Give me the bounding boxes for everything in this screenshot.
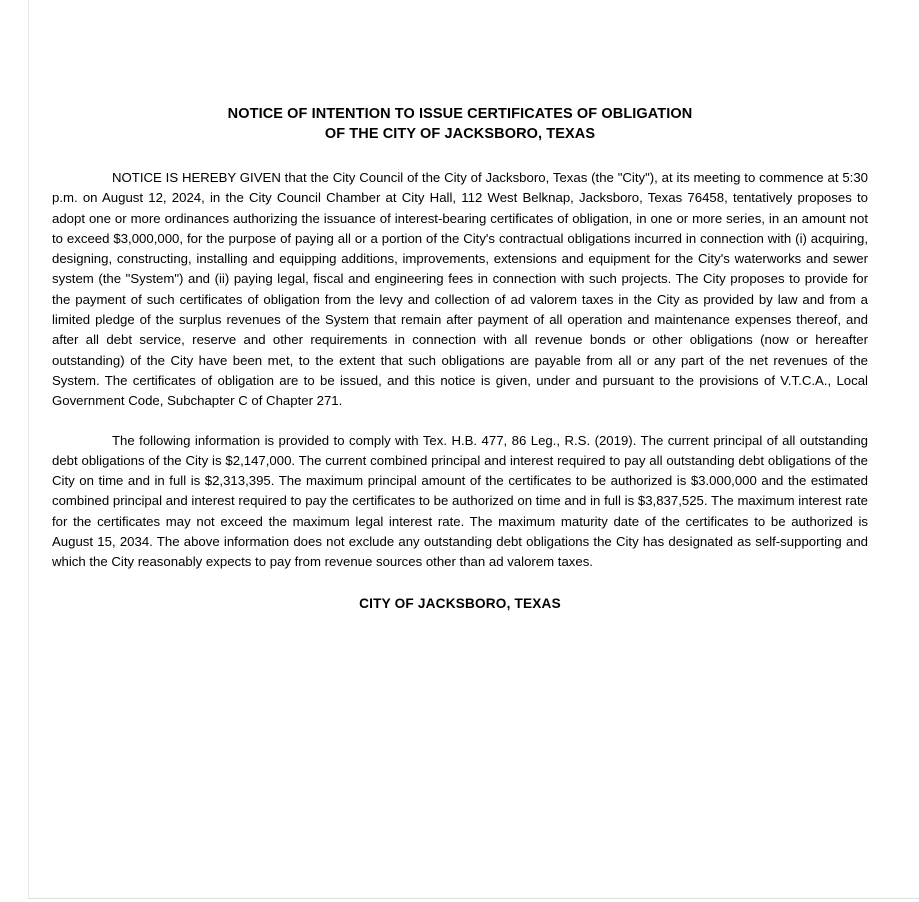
signature-city-name: CITY OF JACKSBORO, TEXAS <box>359 595 561 611</box>
signature-block <box>52 594 868 613</box>
page-border-left <box>28 0 29 899</box>
document-title <box>52 104 868 144</box>
notice-paragraph-1: NOTICE IS HEREBY GIVEN that the City Council of the City of Jacksboro, Texas (the "City"), at its meeting to commence at 5:30 p.m. on August 12, 2024, in the City Council Chamber at City Hall, 112 West Belknap, Jacksboro, Texas 76458, tentatively proposes to adopt one or more ordinances authorizing the issuance of interest-bearing certificates of obligation, in one or more series, in an amount not to exceed $3,000,000, for the purpose of paying all or a portion of the City's contractual obligations incurred in connection with (i) acquiring, designing, constructing, installing and equipping additions, improvements, extensions and equipment for the City's waterworks and sewer system (the "System") and (ii) paying legal, fiscal and engineering fees in connection with such projects. The City proposes to provide for the payment of such certificates of obligation from the levy and collection of ad valorem taxes in the City as provided by law and from a limited pledge of the surplus revenues of the System that remain after payment of all operation and maintenance expenses thereof, and after all debt service, reserve and other requirements in connection with all revenue bonds or other obligations (now or hereafter outstanding) of the City have been met, to the extent that such obligations are payable from all or any part of the net revenues of the System. The certificates of obligation are to be issued, and this notice is given, under and pursuant to the provisions of V.T.C.A., Local Government Code, Subchapter C of Chapter 271. <box>52 170 868 409</box>
title-line-1: NOTICE OF INTENTION TO ISSUE CERTIFICATES OF OBLIGATION <box>227 106 693 122</box>
document-body <box>52 0 868 613</box>
page-border-bottom <box>28 898 919 899</box>
notice-paragraph-2: The following information is provided to comply with Tex. H.B. 477, 86 Leg., R.S. (2019). The current principal of all outstanding debt obligations of the City is $2,147,000. The current combined principal and interest required to pay all outstanding debt obligations of the City on time and in full is $2,313,395. The maximum principal amount of the certificates to be authorized is $3.000,000 and the estimated combined principal and interest required to pay the certificates to be authorized on time and in full is $3,837,525. The maximum interest rate for the certificates may not exceed the maximum legal interest rate. The maximum maturity date of the certificates to be authorized is August 15, 2034. The above information does not exclude any outstanding debt obligations the City has designated as self-supporting and which the City reasonably expects to pay from revenue sources other than ad valorem taxes. <box>52 432 868 570</box>
title-line-2: OF THE CITY OF JACKSBORO, TEXAS <box>324 126 596 142</box>
